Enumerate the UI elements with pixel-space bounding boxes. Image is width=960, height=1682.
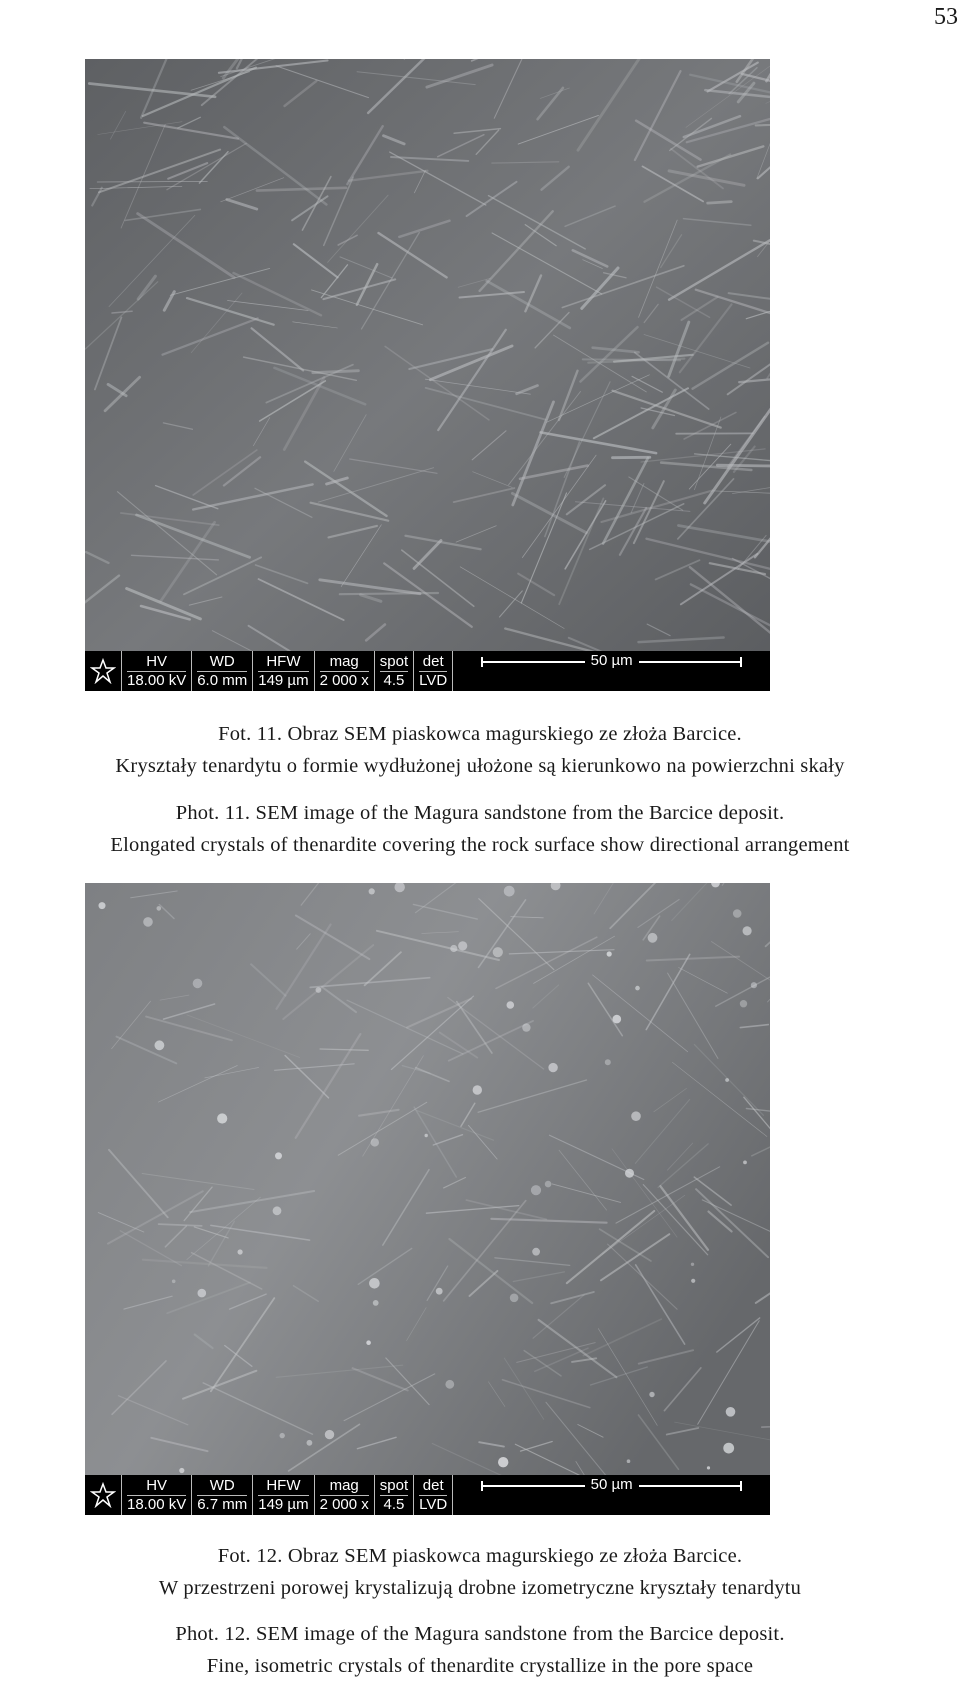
- sem-micrograph-11: [85, 59, 770, 691]
- caption-en-12-line2: Fine, isometric crystals of thenardite crystallize in the pore space: [0, 1650, 960, 1682]
- hv-value: 18.00 kV: [127, 1495, 186, 1514]
- caption-pl-12-line2: W przestrzeni porowej krystalizują drobne izometryczne kryształy tenardytu: [0, 1572, 960, 1604]
- wd-label: WD: [210, 1477, 235, 1495]
- sem-databar-12: [85, 1475, 770, 1515]
- hv-cell: [122, 651, 192, 691]
- hfw-value: 149 µm: [258, 1495, 308, 1514]
- sem-image-12: [85, 883, 770, 1515]
- hv-label: HV: [146, 653, 167, 671]
- mag-value: 2 000 x: [320, 1495, 369, 1514]
- wd-value: 6.7 mm: [197, 1495, 247, 1514]
- wd-value: 6.0 mm: [197, 671, 247, 690]
- wd-cell: [192, 651, 253, 691]
- figure-12: [85, 883, 770, 1515]
- instrument-logo-icon: [85, 651, 122, 691]
- caption-en-11-line1: Phot. 11. SEM image of the Magura sandstone from the Barcice deposit.: [0, 797, 960, 829]
- det-value: LVD: [419, 671, 447, 690]
- caption-en-12-line1: Phot. 12. SEM image of the Magura sandstone from the Barcice deposit.: [0, 1618, 960, 1650]
- hfw-label: HFW: [266, 653, 300, 671]
- spot-cell: [375, 1475, 414, 1515]
- det-cell: [414, 1475, 453, 1515]
- mag-cell: [315, 1475, 375, 1515]
- scale-bar: [453, 1475, 770, 1515]
- caption-pl-11-line1: Fot. 11. Obraz SEM piaskowca magurskiego ze złoża Barcice.: [0, 718, 960, 750]
- wd-label: WD: [210, 653, 235, 671]
- hfw-value: 149 µm: [258, 671, 308, 690]
- caption-pl-11-line2: Kryształy tenardytu o formie wydłużonej ułożone są kierunkowo na powierzchni skały: [0, 750, 960, 782]
- caption-pl-12-line1: Fot. 12. Obraz SEM piaskowca magurskiego ze złoża Barcice.: [0, 1540, 960, 1572]
- sem-micrograph-12: [85, 883, 770, 1515]
- mag-label: mag: [330, 1477, 359, 1495]
- det-cell: [414, 651, 453, 691]
- wd-cell: [192, 1475, 253, 1515]
- mag-label: mag: [330, 653, 359, 671]
- hv-cell: [122, 1475, 192, 1515]
- hfw-cell: [253, 651, 314, 691]
- spot-value: 4.5: [380, 671, 408, 690]
- scale-label: 50 µm: [585, 652, 639, 669]
- mag-cell: [315, 651, 375, 691]
- caption-en-11-line2: Elongated crystals of thenardite covering the rock surface show directional arrangement: [0, 829, 960, 861]
- caption-pl-12: [0, 1540, 960, 1604]
- spot-label: spot: [380, 1477, 408, 1495]
- caption-en-11: [0, 797, 960, 861]
- hfw-label: HFW: [266, 1477, 300, 1495]
- instrument-logo-icon: [85, 1475, 122, 1515]
- hv-label: HV: [146, 1477, 167, 1495]
- det-label: det: [423, 1477, 444, 1495]
- mag-value: 2 000 x: [320, 671, 369, 690]
- caption-en-12: [0, 1618, 960, 1682]
- hv-value: 18.00 kV: [127, 671, 186, 690]
- hfw-cell: [253, 1475, 314, 1515]
- det-label: det: [423, 653, 444, 671]
- caption-pl-11: [0, 718, 960, 782]
- spot-value: 4.5: [380, 1495, 408, 1514]
- sem-databar-11: [85, 651, 770, 691]
- page-number: 53: [934, 4, 958, 31]
- figure-11: [85, 59, 770, 691]
- sem-image-11: [85, 59, 770, 691]
- spot-cell: [375, 651, 414, 691]
- scale-label: 50 µm: [585, 1476, 639, 1493]
- spot-label: spot: [380, 653, 408, 671]
- det-value: LVD: [419, 1495, 447, 1514]
- scale-bar: [453, 651, 770, 691]
